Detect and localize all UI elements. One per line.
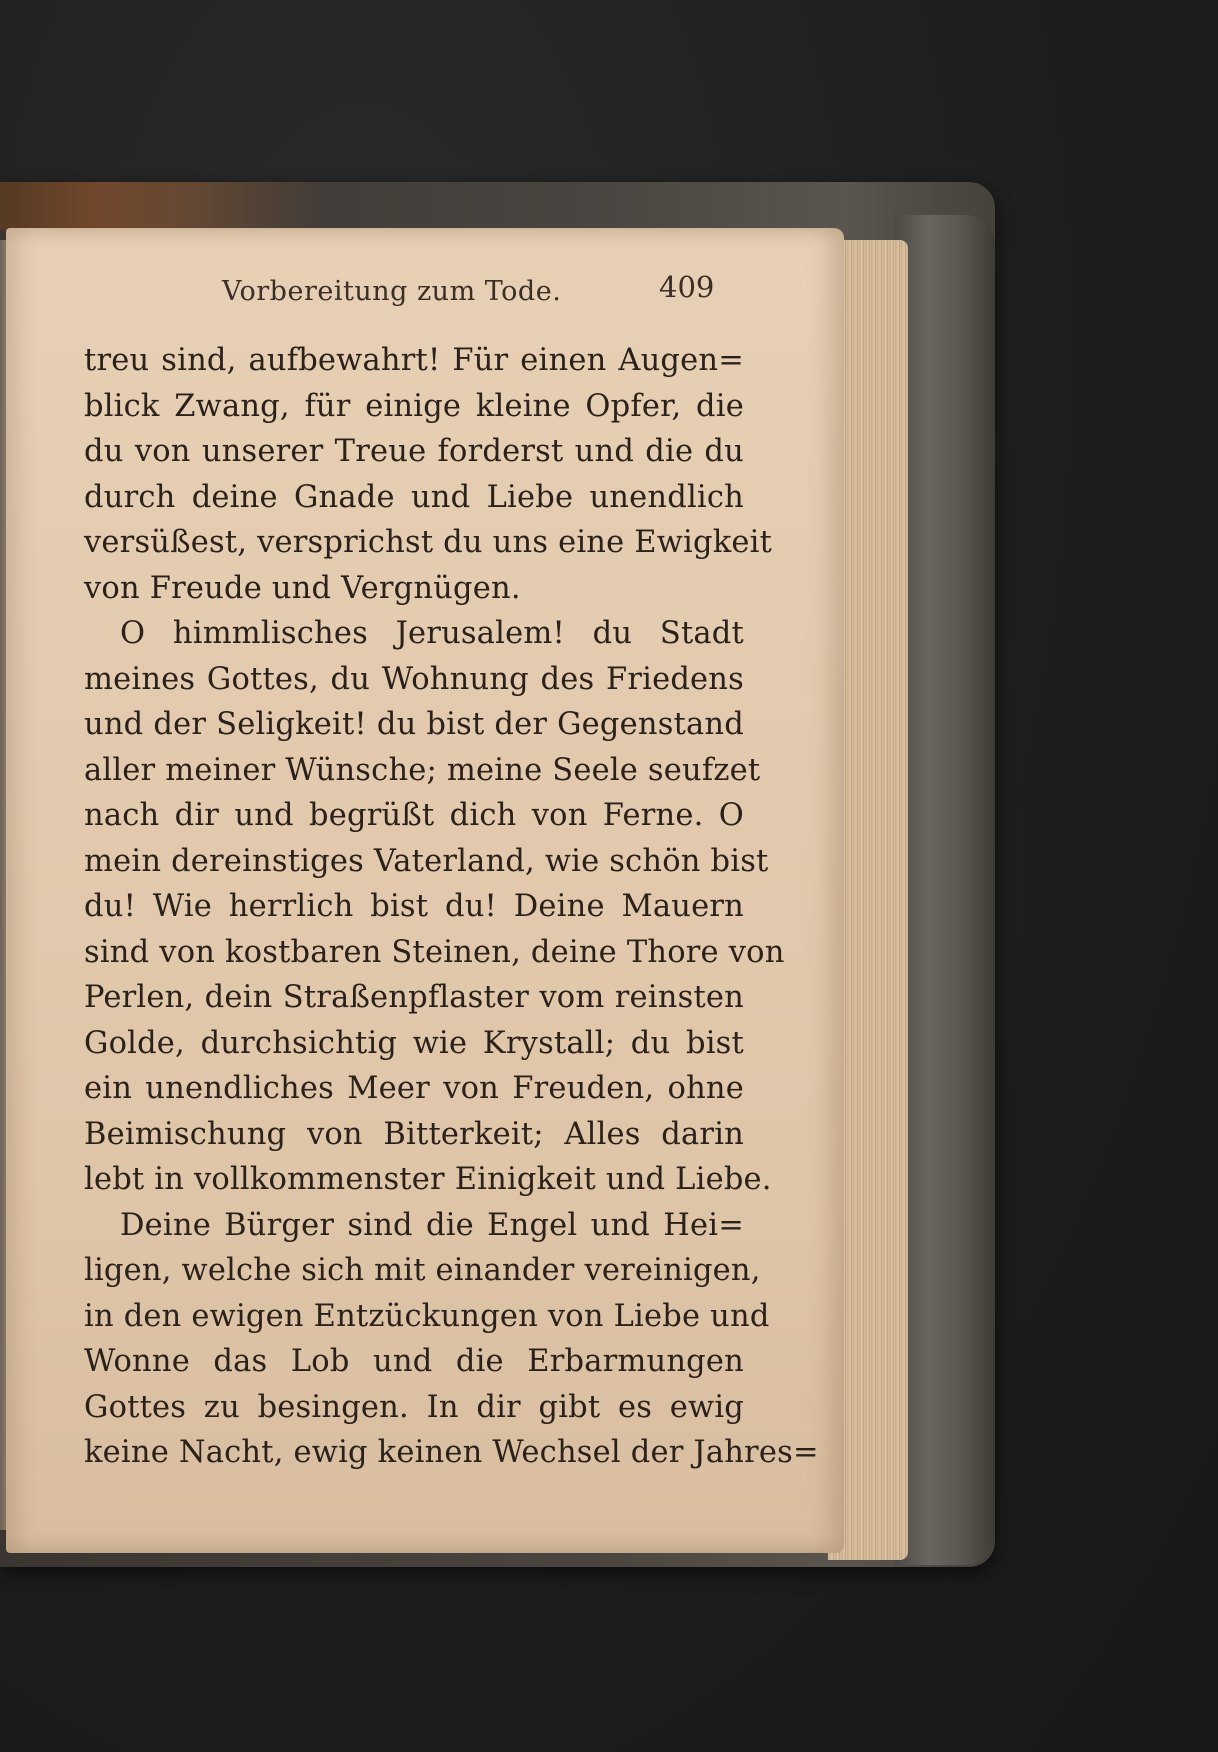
text-line: Golde, durchsichtig wie Krystall; du bist [84, 1025, 744, 1061]
text-line: meines Gottes, du Wohnung des Friedens [84, 661, 744, 697]
text-line: nach dir und begrüßt dich von Ferne. O [84, 798, 744, 833]
text-line: lebt in vollkommenster Einigkeit und Liebe. [84, 1162, 772, 1197]
text-line: Beimischung von Bitterkeit; Alles darin [84, 1116, 744, 1152]
text-line: in den ewigen Entzückungen von Liebe und [84, 1298, 770, 1334]
text-line: du! Wie herrlich bist du! Deine Mauern [84, 889, 744, 924]
text-line: ligen, welche sich mit einander vereinigen, [84, 1253, 761, 1288]
text-line: versüßest, versprichst du uns eine Ewigkeit [84, 525, 773, 560]
text-line: sind von kostbaren Steinen, deine Thore von [84, 934, 785, 970]
running-title: Vorbereitung zum Tode. [222, 276, 562, 307]
text-line: aller meiner Wünsche; meine Seele seufzet [84, 752, 761, 788]
text-line: von Freude und Vergnügen. [84, 570, 521, 606]
text-line: und der Seligkeit! du bist der Gegenstand [84, 707, 744, 742]
text-line: keine Nacht, ewig keinen Wechsel der Jahres= [84, 1435, 819, 1470]
cover-worn-corner [0, 182, 320, 230]
text-line: mein dereinstiges Vaterland, wie schön bist [84, 843, 769, 879]
page-number: 409 [659, 270, 715, 304]
text-line: durch deine Gnade und Liebe unendlich [84, 479, 744, 515]
body-text [84, 338, 819, 1476]
text-line: Wonne das Lob und die Erbarmungen [84, 1344, 744, 1379]
text-line: blick Zwang, für einige kleine Opfer, die [84, 388, 744, 424]
page-header [222, 270, 722, 316]
text-line: Perlen, dein Straßenpflaster vom reinsten [84, 980, 744, 1015]
text-line: treu sind, aufbewahrt! Für einen Augen= [84, 343, 744, 378]
book-cover-fore-edge [895, 215, 995, 1565]
text-line: du von unserer Treue forderst und die du [84, 434, 744, 469]
text-line: Deine Bürger sind die Engel und Hei= [120, 1207, 744, 1243]
text-line: Gottes zu besingen. In dir gibt es ewig [84, 1389, 744, 1425]
text-line: ein unendliches Meer von Freuden, ohne [84, 1071, 744, 1106]
text-line: O himmlisches Jerusalem! du Stadt [120, 616, 744, 651]
